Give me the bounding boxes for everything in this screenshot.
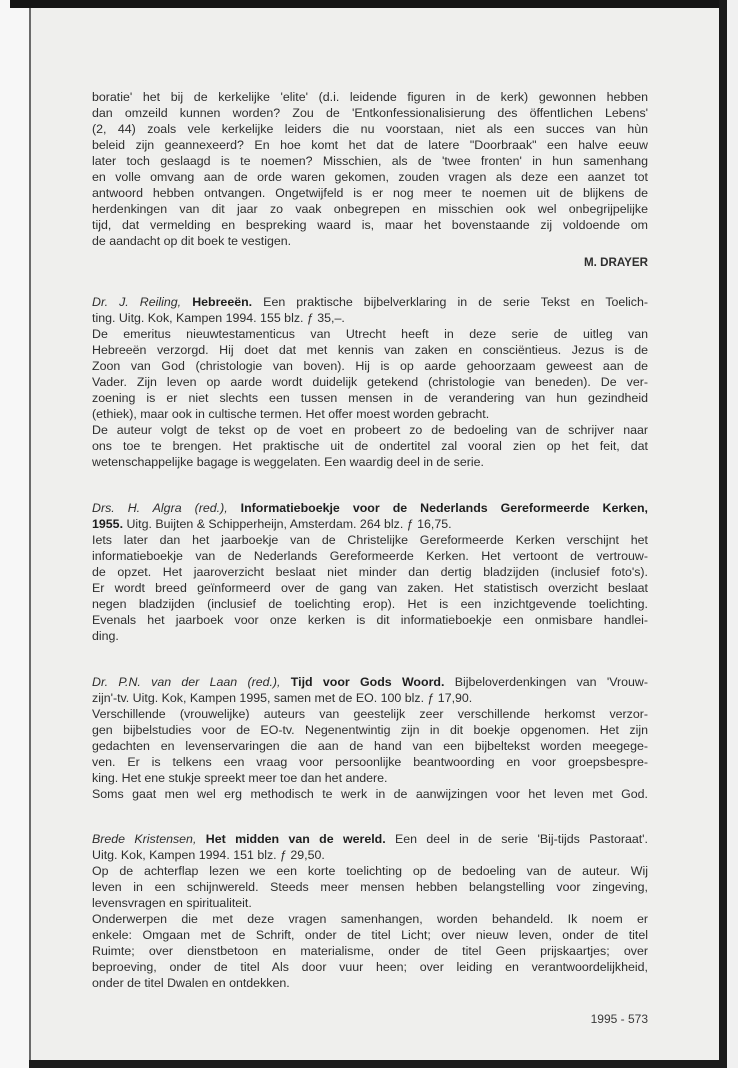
text-run: antwoord hebben ontvangen. Ongetwijfeld is er nog meer te noemen uit de blijkens de [92, 186, 648, 200]
paragraph [92, 863, 648, 911]
text-line [92, 596, 648, 612]
review-algra-informatieboekje [92, 500, 648, 644]
text-run: beleid zijn geannexeerd? En hoe komt het dat de latere "Doorbraak" een halve eeuw [92, 138, 648, 152]
text-line [92, 690, 648, 706]
text-run: ons toe te brengen. Het praktische uit de ondertitel zal vooral zien op het feit, dat [92, 439, 648, 453]
text-line [92, 770, 648, 786]
text-run: Uitg. Kok, Kampen 1994. 151 blz. ƒ 29,50. [92, 848, 325, 862]
text-run: (2, 44) zoals vele kerkelijke leiders die nu voorstaan, niet als een succes van hùn [92, 122, 648, 136]
text-line [92, 532, 648, 548]
text-run: Zoon van God (christologie van boven). Hij is op aarde gehoorzaam geweest aan de [92, 359, 648, 373]
paragraph [92, 706, 648, 786]
author-name: Drs. H. Algra (red.), [92, 501, 228, 515]
text-line [92, 294, 648, 310]
text-line [92, 185, 648, 201]
text-line [92, 943, 648, 959]
text-run: negen bladzijden (inclusief de toelichting erop). Het is een inzichtgevende toelichting. [92, 597, 648, 611]
text-run: zoening is er niet slechts een tussen mensen in de verandering van hun gezindheid [92, 391, 648, 405]
text-line [92, 580, 648, 596]
text-run: Iets later dan het jaarboekje van de Christelijke Gereformeerde Kerken verschijnt het [92, 533, 648, 547]
text-line [92, 722, 648, 738]
review-heading [92, 831, 648, 863]
book-title: Het midden van de wereld. [196, 832, 386, 846]
text-run: onder de titel Dwalen en ontdekken. [92, 976, 290, 990]
text-run: Er wordt breed geïnformeerd over de gang van zaken. Het statistisch overzicht beslaat [92, 581, 648, 595]
book-title: Hebreeën. [181, 295, 253, 309]
text-run: ting. Uitg. Kok, Kampen 1994. 155 blz. ƒ 35,–. [92, 311, 345, 325]
author-name: Dr. J. Reiling, [92, 295, 182, 309]
text-run: enkele: Omgaan met de Schrift, onder de titel Licht; over nieuw leven, onder de titel [92, 928, 648, 942]
text-line [92, 959, 648, 975]
text-run: beproeving, onder de titel Als door vuur heen; over leiding en verantwoordelijkheid, [92, 960, 648, 974]
text-run: zijn'-tv. Uitg. Kok, Kampen 1995, samen met de EO. 100 blz. ƒ 17,90. [92, 691, 473, 705]
text-line [92, 738, 648, 754]
paragraph [92, 532, 648, 644]
text-run: (ethiek), maar ook in cultische termen. Het offer moest worden gebracht. [92, 407, 490, 421]
text-line [92, 911, 648, 927]
text-run: Onderwerpen die met deze vragen samenhangen, worden behandeld. Ik noem er [92, 912, 648, 926]
text-run: Uitg. Buijten & Schipperheijn, Amsterdam. 264 blz. ƒ 16,75. [123, 517, 452, 531]
text-run: ding. [92, 629, 119, 643]
review-heading [92, 674, 648, 706]
text-run: boratie' het bij de kerkelijke 'elite' (d.i. leidende figuren in de kerk) gewonnen hebben [92, 90, 648, 104]
author-name: Brede Kristensen, [92, 832, 197, 846]
text-run: Evenals het jaarboek voor onze kerken is dit informatieboekje een onmisbare handlei- [92, 613, 648, 627]
review-vanderlaan-tijd-voor-gods-woord [92, 674, 648, 802]
text-line [92, 612, 648, 628]
paragraph [92, 911, 648, 991]
text-line [92, 153, 648, 169]
text-run: Soms gaat men wel erg methodisch te werk in de aanwijzingen voor het leven met God. [92, 787, 648, 801]
text-line [92, 847, 648, 863]
text-line [92, 879, 648, 895]
text-line [92, 500, 648, 516]
author-name: Dr. P.N. van der Laan (red.), [92, 675, 281, 689]
text-run: Ruimte; over dienstbetoon en materialisme, onder de titel Geen prijskaartjes; over [92, 944, 648, 958]
text-run: leven in een schijnwereld. Steeds meer mensen hebben belangstelling voor zingeving, [92, 880, 648, 894]
text-line [92, 137, 648, 153]
text-line [92, 406, 648, 422]
text-line [92, 548, 648, 564]
text-line [92, 422, 648, 438]
reviewer-signature: M. DRAYER [584, 256, 648, 269]
text-line [92, 895, 648, 911]
review-reiling-hebreeen [92, 294, 648, 470]
text-run: de opzet. Het jaaroverzicht beslaat niet minder dan dertig bladzijden (inclusief foto's). [92, 565, 648, 579]
page-edge-left [29, 8, 31, 1060]
text-line [92, 927, 648, 943]
review-heading [92, 294, 648, 326]
text-run: De emeritus nieuwtestamenticus van Utrecht heeft in deze serie de uitleg van [92, 327, 648, 341]
text-run: Een praktische bijbelverklaring in de serie Tekst en Toelich- [252, 295, 649, 309]
text-run: en volle omvang aan de orde waren gekomen, zouden vragen als deze een aanzet tot [92, 170, 648, 184]
scan-margin-right [727, 0, 738, 1068]
text-line [92, 831, 648, 847]
text-run: herdenkingen van dit jaar zo vaak onbegrepen en misschien ook wel onbegrijpelijke [92, 202, 648, 216]
review-heading [92, 500, 648, 532]
scan-border-bottom [29, 1060, 727, 1068]
text-line [92, 975, 648, 991]
text-line [92, 233, 648, 249]
paragraph [92, 89, 648, 249]
text-run: dan omzeild kunnen worden? Zou de 'Entkonfessionalisierung des öffentlichen Lebens' [92, 106, 648, 120]
text-run: Op de achterflap lezen we een korte toelichting op de bedoeling van de auteur. Wij [92, 864, 648, 878]
text-line [92, 454, 648, 470]
text-run: tijd, dat vermelding en bespreking waard is, maar het bovenstaande zij voldoende om [92, 218, 648, 232]
text-line [92, 169, 648, 185]
text-line [92, 105, 648, 121]
text-line [92, 706, 648, 722]
scan-border-right [719, 0, 727, 1068]
review-continuation [92, 89, 648, 271]
text-line [92, 564, 648, 580]
text-line [92, 217, 648, 233]
book-title: Informatieboekje voor de Nederlands Gereformeerde Kerken, [227, 501, 648, 515]
text-run: Een deel in de serie 'Bij-tijds Pastoraat'. [385, 832, 648, 846]
text-line [92, 89, 648, 105]
text-line [92, 674, 648, 690]
text-run: Verschillende (vrouwelijke) auteurs van geestelijk zeer verschillende herkomst verzor- [92, 707, 648, 721]
text-line [92, 786, 648, 802]
text-run: levensvragen en spiritualiteit. [92, 896, 252, 910]
text-run: Hebreeën verzorgd. Hij doet dat met kennis van zaken en consciëntieus. Jezus is de [92, 343, 648, 357]
text-line [92, 374, 648, 390]
paragraph [92, 422, 648, 470]
text-run: gedachten en levenservaringen die aan de hand van een bijbeltekst worden meegege- [92, 739, 648, 753]
scan-border-top [10, 0, 738, 8]
page-number: 1995 - 573 [590, 1012, 648, 1026]
book-title: Tijd voor Gods Woord. [280, 675, 445, 689]
review-kristensen-midden-van-de-wereld [92, 831, 648, 991]
text-line [92, 628, 648, 644]
text-run: Vader. Zijn leven op aarde wordt duidelijk getekend (christologie van beneden). De ver- [92, 375, 648, 389]
text-line [92, 342, 648, 358]
paragraph [92, 326, 648, 422]
text-run: wetenschappelijke bagage is weggelaten. Een waardig deel in de serie. [92, 455, 484, 469]
book-title: 1955. [92, 517, 124, 531]
paragraph [92, 786, 648, 802]
text-run: informatieboekje van de Nederlands Gereformeerde Kerken. Het vertoont de vertrouw- [92, 549, 648, 563]
text-run: De auteur volgt de tekst op de voet en probeert zo de bedoeling van de schrijver naar [92, 423, 648, 437]
text-line [92, 438, 648, 454]
text-line [92, 326, 648, 342]
scan-margin-left [0, 0, 29, 1068]
text-line [92, 310, 648, 326]
text-line [92, 358, 648, 374]
text-line [92, 754, 648, 770]
text-line [92, 201, 648, 217]
text-line [92, 516, 648, 532]
text-line [92, 863, 648, 879]
text-line [92, 121, 648, 137]
text-run: ven. Er is telkens een vraag voor persoonlijke beantwoording en voor groepsbespre- [92, 755, 648, 769]
text-run: Bijbeloverdenkingen van 'Vrouw- [444, 675, 649, 689]
text-run: king. Het ene stukje spreekt meer toe dan het andere. [92, 771, 388, 785]
text-run: gen bijbelstudies voor de EO-tv. Negenentwintig zijn in dit boekje opgenomen. Het zijn [92, 723, 648, 737]
text-line [92, 390, 648, 406]
text-run: de aandacht op dit boek te vestigen. [92, 234, 292, 248]
text-run: later toch geslaagd is te noemen? Misschien, als de 'twee fronten' in hun samenhang [92, 154, 648, 168]
